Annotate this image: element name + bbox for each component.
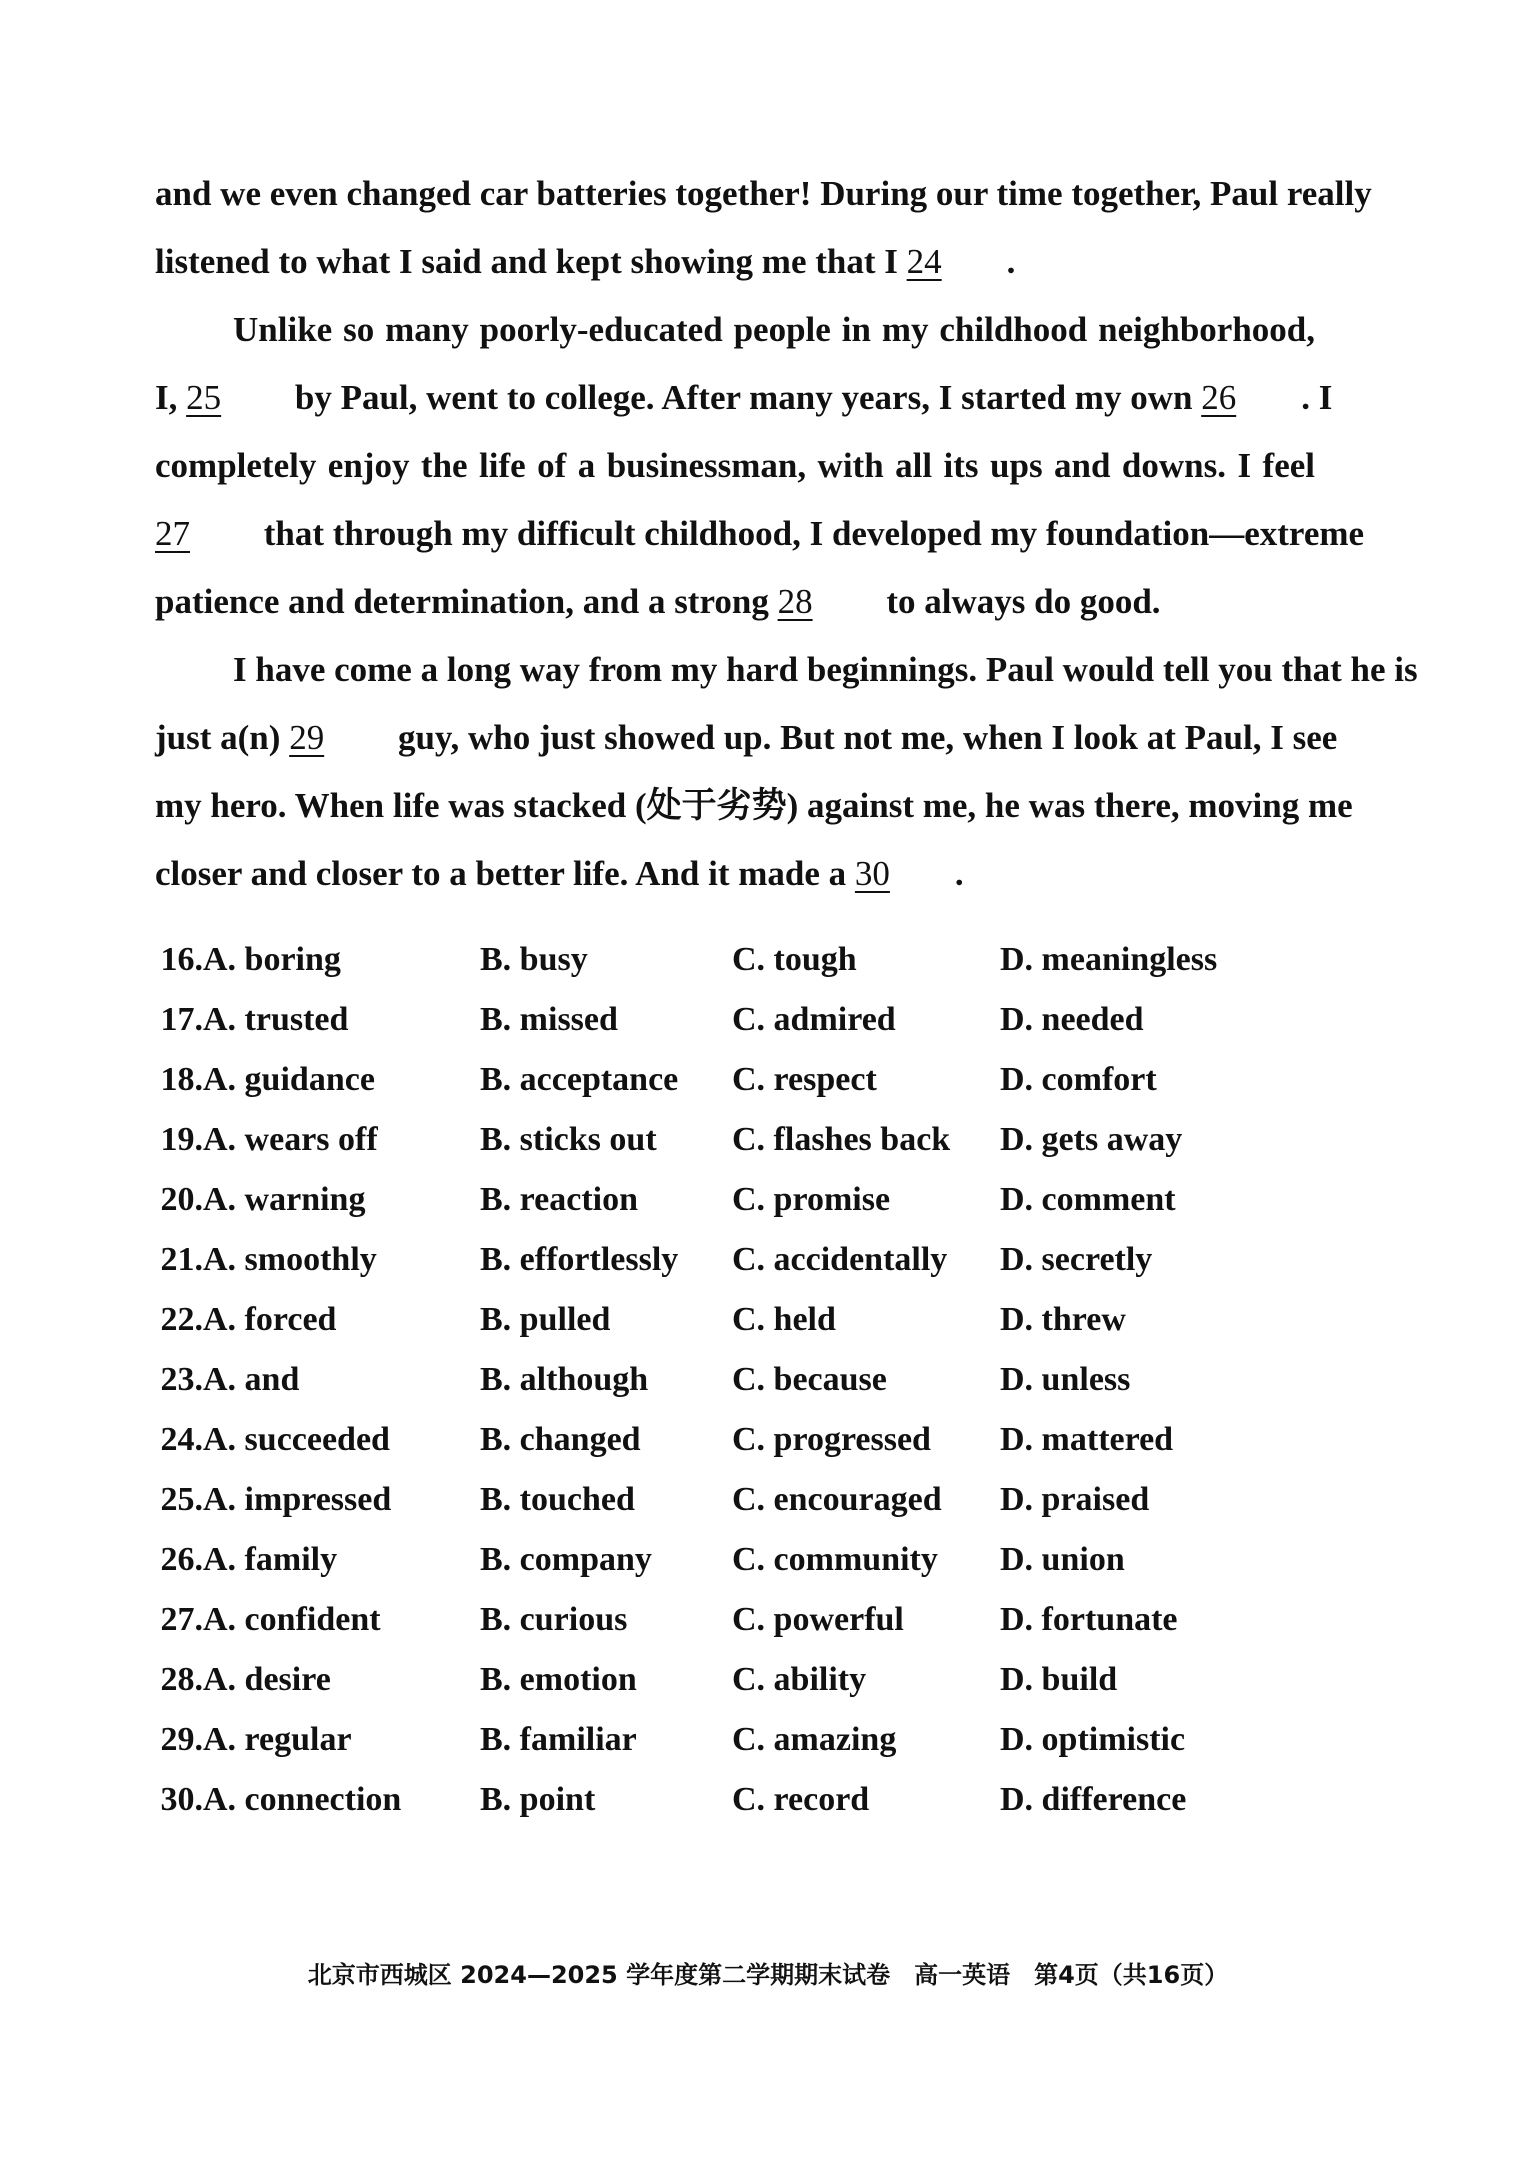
option-row	[155, 1770, 1315, 1830]
passage-text: that through my difficult childhood, I developed my foundation—extreme	[255, 514, 1365, 553]
option-c: C. admired	[732, 1001, 896, 1038]
option-a: A. wears off	[203, 1121, 378, 1158]
option-b: B. emotion	[480, 1661, 637, 1698]
option-row	[155, 1710, 1315, 1770]
option-row	[155, 990, 1315, 1050]
option-b: B. familiar	[480, 1721, 637, 1758]
option-b: B. touched	[480, 1481, 635, 1518]
option-a: A. regular	[203, 1721, 352, 1758]
passage-line	[155, 160, 1372, 228]
option-c: C. amazing	[732, 1721, 897, 1758]
option-d: D. mattered	[1000, 1421, 1174, 1458]
option-b: B. reaction	[480, 1181, 639, 1218]
passage-line	[155, 228, 1315, 296]
passage-text: guy, who just showed up. But not me, when I look at Paul, I see	[389, 718, 1338, 757]
passage-text: .	[1006, 242, 1016, 281]
passage-text: to always do good.	[877, 582, 1161, 621]
option-b: B. although	[480, 1361, 649, 1398]
option-c: C. community	[732, 1541, 938, 1578]
option-row	[155, 1110, 1315, 1170]
option-a: A. smoothly	[203, 1241, 377, 1278]
question-number: 27.	[160, 1601, 203, 1638]
option-a: A. trusted	[203, 1001, 349, 1038]
option-c: C. because	[732, 1361, 887, 1398]
option-a: A. guidance	[203, 1061, 375, 1098]
blank-27: 27	[155, 514, 190, 553]
option-c: C. held	[732, 1301, 836, 1338]
passage-line	[155, 296, 1315, 364]
option-d: D. comment	[1000, 1181, 1176, 1218]
blank-30: 30	[854, 854, 890, 893]
question-number: 29.	[160, 1721, 203, 1758]
option-c: C. powerful	[732, 1601, 904, 1638]
passage	[155, 160, 1418, 908]
option-b: B. changed	[480, 1421, 641, 1458]
passage-text: .	[954, 854, 964, 893]
option-d: D. needed	[1000, 1001, 1144, 1038]
question-number: 22.	[160, 1301, 203, 1338]
passage-text: I,	[155, 378, 187, 417]
blank-29: 29	[289, 718, 325, 757]
option-d: D. fortunate	[1000, 1601, 1178, 1638]
option-row	[155, 1410, 1315, 1470]
question-number: 18.	[160, 1061, 203, 1098]
option-row	[155, 930, 1315, 990]
passage-text: just a(n)	[155, 718, 290, 757]
question-number: 24.	[160, 1421, 203, 1458]
option-c: C. promise	[732, 1181, 891, 1218]
option-row	[155, 1590, 1315, 1650]
question-number: 19.	[160, 1121, 203, 1158]
option-b: B. acceptance	[480, 1061, 679, 1098]
passage-text: I have come a long way from my hard beginnings. Paul would tell you that he is	[233, 650, 1418, 689]
passage-line	[155, 500, 1365, 568]
option-row	[155, 1230, 1315, 1290]
option-c: C. flashes back	[732, 1121, 951, 1158]
passage-line	[155, 364, 1333, 432]
option-d: D. secretly	[1000, 1241, 1153, 1278]
option-d: D. gets away	[1000, 1121, 1183, 1158]
option-a: A. connection	[203, 1781, 402, 1818]
question-number: 17.	[160, 1001, 203, 1038]
option-c: C. ability	[732, 1661, 867, 1698]
option-c: C. respect	[732, 1061, 877, 1098]
option-b: B. company	[480, 1541, 652, 1578]
blank-25: 25	[186, 378, 222, 417]
option-row	[155, 1170, 1315, 1230]
passage-line	[155, 636, 1418, 704]
option-b: B. busy	[480, 941, 588, 978]
passage-text: listened to what I said and kept showing me that I	[155, 242, 907, 281]
passage-line	[155, 704, 1338, 772]
blank-24: 24	[906, 242, 942, 281]
option-d: D. threw	[1000, 1301, 1126, 1338]
passage-line	[155, 432, 1315, 500]
blank-28: 28	[777, 582, 813, 621]
passage-text: . I	[1301, 378, 1333, 417]
option-b: B. effortlessly	[480, 1241, 679, 1278]
option-row	[155, 1290, 1315, 1350]
option-a: A. boring	[203, 941, 341, 978]
passage-line	[155, 568, 1315, 636]
question-number: 16.	[160, 941, 203, 978]
option-d: D. difference	[1000, 1781, 1187, 1818]
option-c: C. progressed	[732, 1421, 931, 1458]
option-row	[155, 1350, 1315, 1410]
option-b: B. missed	[480, 1001, 618, 1038]
passage-line	[155, 840, 1315, 908]
option-b: B. curious	[480, 1601, 628, 1638]
option-d: D. praised	[1000, 1481, 1150, 1518]
option-d: D. comfort	[1000, 1061, 1157, 1098]
option-row	[155, 1650, 1315, 1710]
option-c: C. tough	[732, 941, 857, 978]
option-row	[155, 1530, 1315, 1590]
option-b: B. pulled	[480, 1301, 611, 1338]
blank-26: 26	[1201, 378, 1237, 417]
question-number: 21.	[160, 1241, 203, 1278]
option-b: B. point	[480, 1781, 596, 1818]
passage-text: closer and closer to a better life. And it made a	[155, 854, 855, 893]
option-c: C. record	[732, 1781, 870, 1818]
option-row	[155, 1470, 1315, 1530]
option-c: C. accidentally	[732, 1241, 948, 1278]
option-d: D. optimistic	[1000, 1721, 1186, 1758]
option-a: A. desire	[203, 1661, 331, 1698]
option-a: A. forced	[203, 1301, 337, 1338]
option-c: C. encouraged	[732, 1481, 942, 1518]
option-row	[155, 1050, 1315, 1110]
option-a: A. family	[203, 1541, 338, 1578]
question-number: 30.	[160, 1781, 203, 1818]
question-number: 20.	[160, 1181, 203, 1218]
option-a: A. confident	[203, 1601, 381, 1638]
question-number: 23.	[160, 1361, 203, 1398]
passage-text: completely enjoy the life of a businessman, with all its ups and downs. I feel	[155, 446, 1315, 485]
option-a: A. impressed	[203, 1481, 392, 1518]
option-d: D. unless	[1000, 1361, 1131, 1398]
question-number: 25.	[160, 1481, 203, 1518]
passage-text: Unlike so many poorly-educated people in my childhood neighborhood,	[233, 310, 1315, 349]
passage-text: my hero. When life was stacked (处于劣势) against me, he was there, moving me	[155, 786, 1353, 825]
option-b: B. sticks out	[480, 1121, 657, 1158]
option-a: A. warning	[203, 1181, 366, 1218]
question-number: 26.	[160, 1541, 203, 1578]
passage-text: and we even changed car batteries together! During our time together, Paul really	[155, 174, 1372, 213]
option-d: D. union	[1000, 1541, 1125, 1578]
passage-text: by Paul, went to college. After many years, I started my own	[286, 378, 1202, 417]
option-d: D. build	[1000, 1661, 1118, 1698]
passage-line	[155, 772, 1353, 840]
page-footer: 北京市西城区 2024—2025 学年度第二学期期末试卷 高一英语 第4页（共16页）	[307, 1961, 1229, 1989]
option-a: A. and	[203, 1361, 300, 1398]
option-d: D. meaningless	[1000, 941, 1218, 978]
option-a: A. succeeded	[203, 1421, 390, 1458]
passage-text: patience and determination, and a strong	[155, 582, 778, 621]
answer-options	[155, 930, 1315, 1830]
question-number: 28.	[160, 1661, 203, 1698]
